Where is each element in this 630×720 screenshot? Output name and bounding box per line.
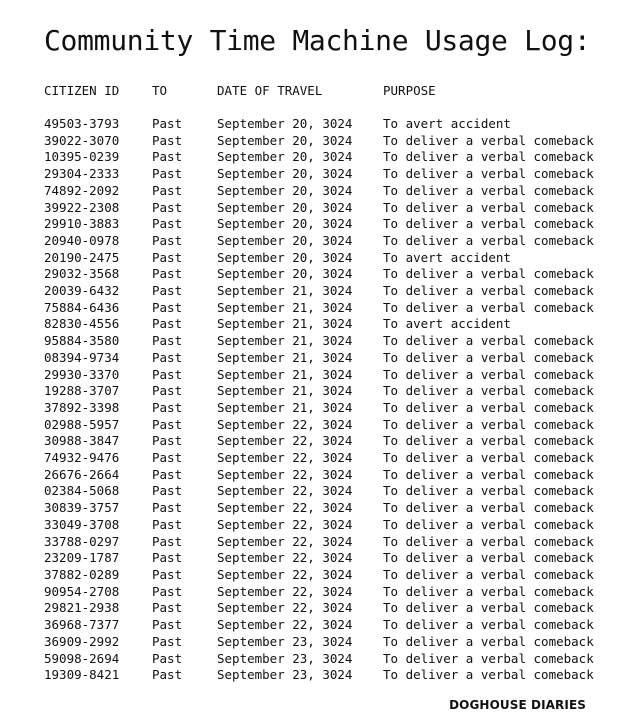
- cell-to: Past: [152, 667, 183, 683]
- cell-date: September 22, 3024: [217, 450, 353, 466]
- table-row: [44, 266, 594, 283]
- cell-to: Past: [152, 199, 183, 215]
- cell-purpose: To deliver a verbal comeback: [383, 550, 594, 566]
- cell-date: September 22, 3024: [217, 533, 353, 549]
- cell-date: September 20, 3024: [217, 182, 353, 198]
- column-header-citizen-id: CITIZEN ID: [44, 83, 120, 98]
- table-row: [44, 300, 594, 317]
- cell-date: September 21, 3024: [217, 366, 353, 382]
- cell-to: Past: [152, 416, 183, 432]
- table-row: [44, 116, 594, 133]
- cell-citizen-id: 20190-2475: [44, 249, 120, 265]
- cell-date: September 22, 3024: [217, 466, 353, 482]
- table-body: [44, 116, 594, 684]
- cell-citizen-id: 23209-1787: [44, 550, 120, 566]
- table-row: [44, 517, 594, 534]
- cell-to: Past: [152, 349, 183, 365]
- cell-date: September 22, 3024: [217, 583, 353, 599]
- cell-date: September 21, 3024: [217, 383, 353, 399]
- column-header-date: DATE OF TRAVEL: [217, 83, 323, 98]
- cell-to: Past: [152, 450, 183, 466]
- cell-purpose: To deliver a verbal comeback: [383, 199, 594, 215]
- cell-date: September 22, 3024: [217, 566, 353, 582]
- cell-date: September 20, 3024: [217, 132, 353, 148]
- cell-citizen-id: 36968-7377: [44, 617, 120, 633]
- cell-date: September 22, 3024: [217, 550, 353, 566]
- cell-purpose: To deliver a verbal comeback: [383, 650, 594, 666]
- cell-purpose: To deliver a verbal comeback: [383, 433, 594, 449]
- cell-date: September 20, 3024: [217, 166, 353, 182]
- cell-purpose: To deliver a verbal comeback: [383, 566, 594, 582]
- cell-date: September 22, 3024: [217, 600, 353, 616]
- table-row: [44, 333, 594, 350]
- table-row: [44, 634, 594, 651]
- table-row: [44, 283, 594, 300]
- cell-citizen-id: 10395-0239: [44, 149, 120, 165]
- cell-citizen-id: 37882-0289: [44, 566, 120, 582]
- cell-date: September 20, 3024: [217, 149, 353, 165]
- cell-citizen-id: 74932-9476: [44, 450, 120, 466]
- table-row: [44, 467, 594, 484]
- cell-to: Past: [152, 249, 183, 265]
- column-header-purpose: PURPOSE: [383, 83, 436, 98]
- cell-purpose: To deliver a verbal comeback: [383, 583, 594, 599]
- table-row: [44, 200, 594, 217]
- cell-purpose: To deliver a verbal comeback: [383, 416, 594, 432]
- cell-date: September 22, 3024: [217, 516, 353, 532]
- table-row: [44, 534, 594, 551]
- cell-purpose: To deliver a verbal comeback: [383, 283, 594, 299]
- cell-date: September 20, 3024: [217, 199, 353, 215]
- cell-to: Past: [152, 266, 183, 282]
- cell-to: Past: [152, 533, 183, 549]
- cell-purpose: To deliver a verbal comeback: [383, 182, 594, 198]
- table-row: [44, 316, 594, 333]
- cell-to: Past: [152, 516, 183, 532]
- cell-citizen-id: 95884-3580: [44, 333, 120, 349]
- table-row: [44, 183, 594, 200]
- cell-purpose: To deliver a verbal comeback: [383, 299, 594, 315]
- cell-date: September 21, 3024: [217, 316, 353, 332]
- cell-date: September 21, 3024: [217, 349, 353, 365]
- cell-to: Past: [152, 316, 183, 332]
- table-row: [44, 133, 594, 150]
- cell-date: September 20, 3024: [217, 266, 353, 282]
- cell-to: Past: [152, 633, 183, 649]
- cell-date: September 21, 3024: [217, 283, 353, 299]
- table-row: [44, 584, 594, 601]
- cell-citizen-id: 19309-8421: [44, 667, 120, 683]
- table-row: [44, 600, 594, 617]
- cell-to: Past: [152, 149, 183, 165]
- cell-purpose: To deliver a verbal comeback: [383, 266, 594, 282]
- cell-to: Past: [152, 600, 183, 616]
- cell-citizen-id: 37892-3398: [44, 399, 120, 415]
- cell-purpose: To deliver a verbal comeback: [383, 166, 594, 182]
- cell-purpose: To deliver a verbal comeback: [383, 366, 594, 382]
- cell-purpose: To avert accident: [383, 249, 511, 265]
- cell-purpose: To deliver a verbal comeback: [383, 383, 594, 399]
- cell-to: Past: [152, 182, 183, 198]
- cell-date: September 22, 3024: [217, 617, 353, 633]
- cell-citizen-id: 30839-3757: [44, 500, 120, 516]
- cell-citizen-id: 29821-2938: [44, 600, 120, 616]
- cell-purpose: To deliver a verbal comeback: [383, 349, 594, 365]
- credit-text: DOGHOUSE DIARIES: [449, 698, 586, 712]
- cell-citizen-id: 74892-2092: [44, 182, 120, 198]
- cell-date: September 22, 3024: [217, 500, 353, 516]
- cell-purpose: To deliver a verbal comeback: [383, 633, 594, 649]
- cell-purpose: To deliver a verbal comeback: [383, 450, 594, 466]
- cell-to: Past: [152, 132, 183, 148]
- cell-date: September 23, 3024: [217, 633, 353, 649]
- cell-citizen-id: 29032-3568: [44, 266, 120, 282]
- cell-purpose: To deliver a verbal comeback: [383, 617, 594, 633]
- table-row: [44, 250, 594, 267]
- cell-to: Past: [152, 283, 183, 299]
- table-row: [44, 166, 594, 183]
- table-row: [44, 450, 594, 467]
- cell-citizen-id: 08394-9734: [44, 349, 120, 365]
- cell-date: September 20, 3024: [217, 249, 353, 265]
- cell-to: Past: [152, 466, 183, 482]
- cell-to: Past: [152, 166, 183, 182]
- table-row: [44, 417, 594, 434]
- cell-citizen-id: 30988-3847: [44, 433, 120, 449]
- cell-to: Past: [152, 299, 183, 315]
- usage-log-table: [44, 82, 594, 684]
- cell-date: September 21, 3024: [217, 333, 353, 349]
- cell-purpose: To deliver a verbal comeback: [383, 600, 594, 616]
- cell-citizen-id: 19288-3707: [44, 383, 120, 399]
- cell-purpose: To deliver a verbal comeback: [383, 333, 594, 349]
- cell-citizen-id: 20039-6432: [44, 283, 120, 299]
- cell-citizen-id: 29910-3883: [44, 216, 120, 232]
- cell-citizen-id: 33049-3708: [44, 516, 120, 532]
- cell-purpose: To deliver a verbal comeback: [383, 232, 594, 248]
- cell-purpose: To deliver a verbal comeback: [383, 466, 594, 482]
- cell-to: Past: [152, 333, 183, 349]
- table-row: [44, 651, 594, 668]
- table-row: [44, 667, 594, 684]
- cell-to: Past: [152, 583, 183, 599]
- cell-citizen-id: 02384-5068: [44, 483, 120, 499]
- cell-to: Past: [152, 617, 183, 633]
- cell-date: September 23, 3024: [217, 650, 353, 666]
- cell-date: September 21, 3024: [217, 299, 353, 315]
- cell-date: September 22, 3024: [217, 483, 353, 499]
- cell-citizen-id: 49503-3793: [44, 116, 120, 131]
- cell-citizen-id: 82830-4556: [44, 316, 120, 332]
- cell-date: September 22, 3024: [217, 416, 353, 432]
- cell-purpose: To deliver a verbal comeback: [383, 533, 594, 549]
- column-header-to: TO: [152, 83, 168, 98]
- cell-citizen-id: 90954-2708: [44, 583, 120, 599]
- cell-purpose: To deliver a verbal comeback: [383, 216, 594, 232]
- table-row: [44, 617, 594, 634]
- table-row: [44, 483, 594, 500]
- table-header: [44, 82, 594, 116]
- cell-citizen-id: 20940-0978: [44, 232, 120, 248]
- table-row: [44, 433, 594, 450]
- cell-to: Past: [152, 500, 183, 516]
- cell-purpose: To deliver a verbal comeback: [383, 667, 594, 683]
- cell-to: Past: [152, 232, 183, 248]
- cell-to: Past: [152, 566, 183, 582]
- cell-citizen-id: 29304-2333: [44, 166, 120, 182]
- cell-to: Past: [152, 483, 183, 499]
- table-row: [44, 216, 594, 233]
- cell-citizen-id: 59098-2694: [44, 650, 120, 666]
- header-row: [44, 82, 594, 116]
- cell-date: September 21, 3024: [217, 399, 353, 415]
- table-row: [44, 383, 594, 400]
- cell-citizen-id: 26676-2664: [44, 466, 120, 482]
- table-row: [44, 149, 594, 166]
- table-row: [44, 550, 594, 567]
- cell-purpose: To avert accident: [383, 116, 511, 131]
- cell-to: Past: [152, 383, 183, 399]
- table-row: [44, 500, 594, 517]
- table-row: [44, 567, 594, 584]
- cell-citizen-id: 33788-0297: [44, 533, 120, 549]
- cell-purpose: To deliver a verbal comeback: [383, 149, 594, 165]
- cell-purpose: To deliver a verbal comeback: [383, 483, 594, 499]
- cell-purpose: To deliver a verbal comeback: [383, 132, 594, 148]
- cell-purpose: To avert accident: [383, 316, 511, 332]
- page-title: Community Time Machine Usage Log:: [44, 24, 591, 57]
- table-row: [44, 233, 594, 250]
- table-row: [44, 350, 594, 367]
- cell-date: September 22, 3024: [217, 433, 353, 449]
- cell-to: Past: [152, 650, 183, 666]
- cell-to: Past: [152, 216, 183, 232]
- cell-to: Past: [152, 116, 183, 131]
- cell-to: Past: [152, 366, 183, 382]
- cell-to: Past: [152, 433, 183, 449]
- cell-to: Past: [152, 399, 183, 415]
- cell-date: September 23, 3024: [217, 667, 353, 683]
- table-row: [44, 367, 594, 384]
- cell-purpose: To deliver a verbal comeback: [383, 516, 594, 532]
- cell-citizen-id: 29930-3370: [44, 366, 120, 382]
- cell-citizen-id: 36909-2992: [44, 633, 120, 649]
- cell-purpose: To deliver a verbal comeback: [383, 500, 594, 516]
- cell-to: Past: [152, 550, 183, 566]
- cell-date: September 20, 3024: [217, 216, 353, 232]
- cell-date: September 20, 3024: [217, 232, 353, 248]
- cell-citizen-id: 75884-6436: [44, 299, 120, 315]
- cell-date: September 20, 3024: [217, 116, 353, 131]
- cell-citizen-id: 39922-2308: [44, 199, 120, 215]
- table-row: [44, 400, 594, 417]
- cell-citizen-id: 02988-5957: [44, 416, 120, 432]
- cell-citizen-id: 39022-3070: [44, 132, 120, 148]
- cell-purpose: To deliver a verbal comeback: [383, 399, 594, 415]
